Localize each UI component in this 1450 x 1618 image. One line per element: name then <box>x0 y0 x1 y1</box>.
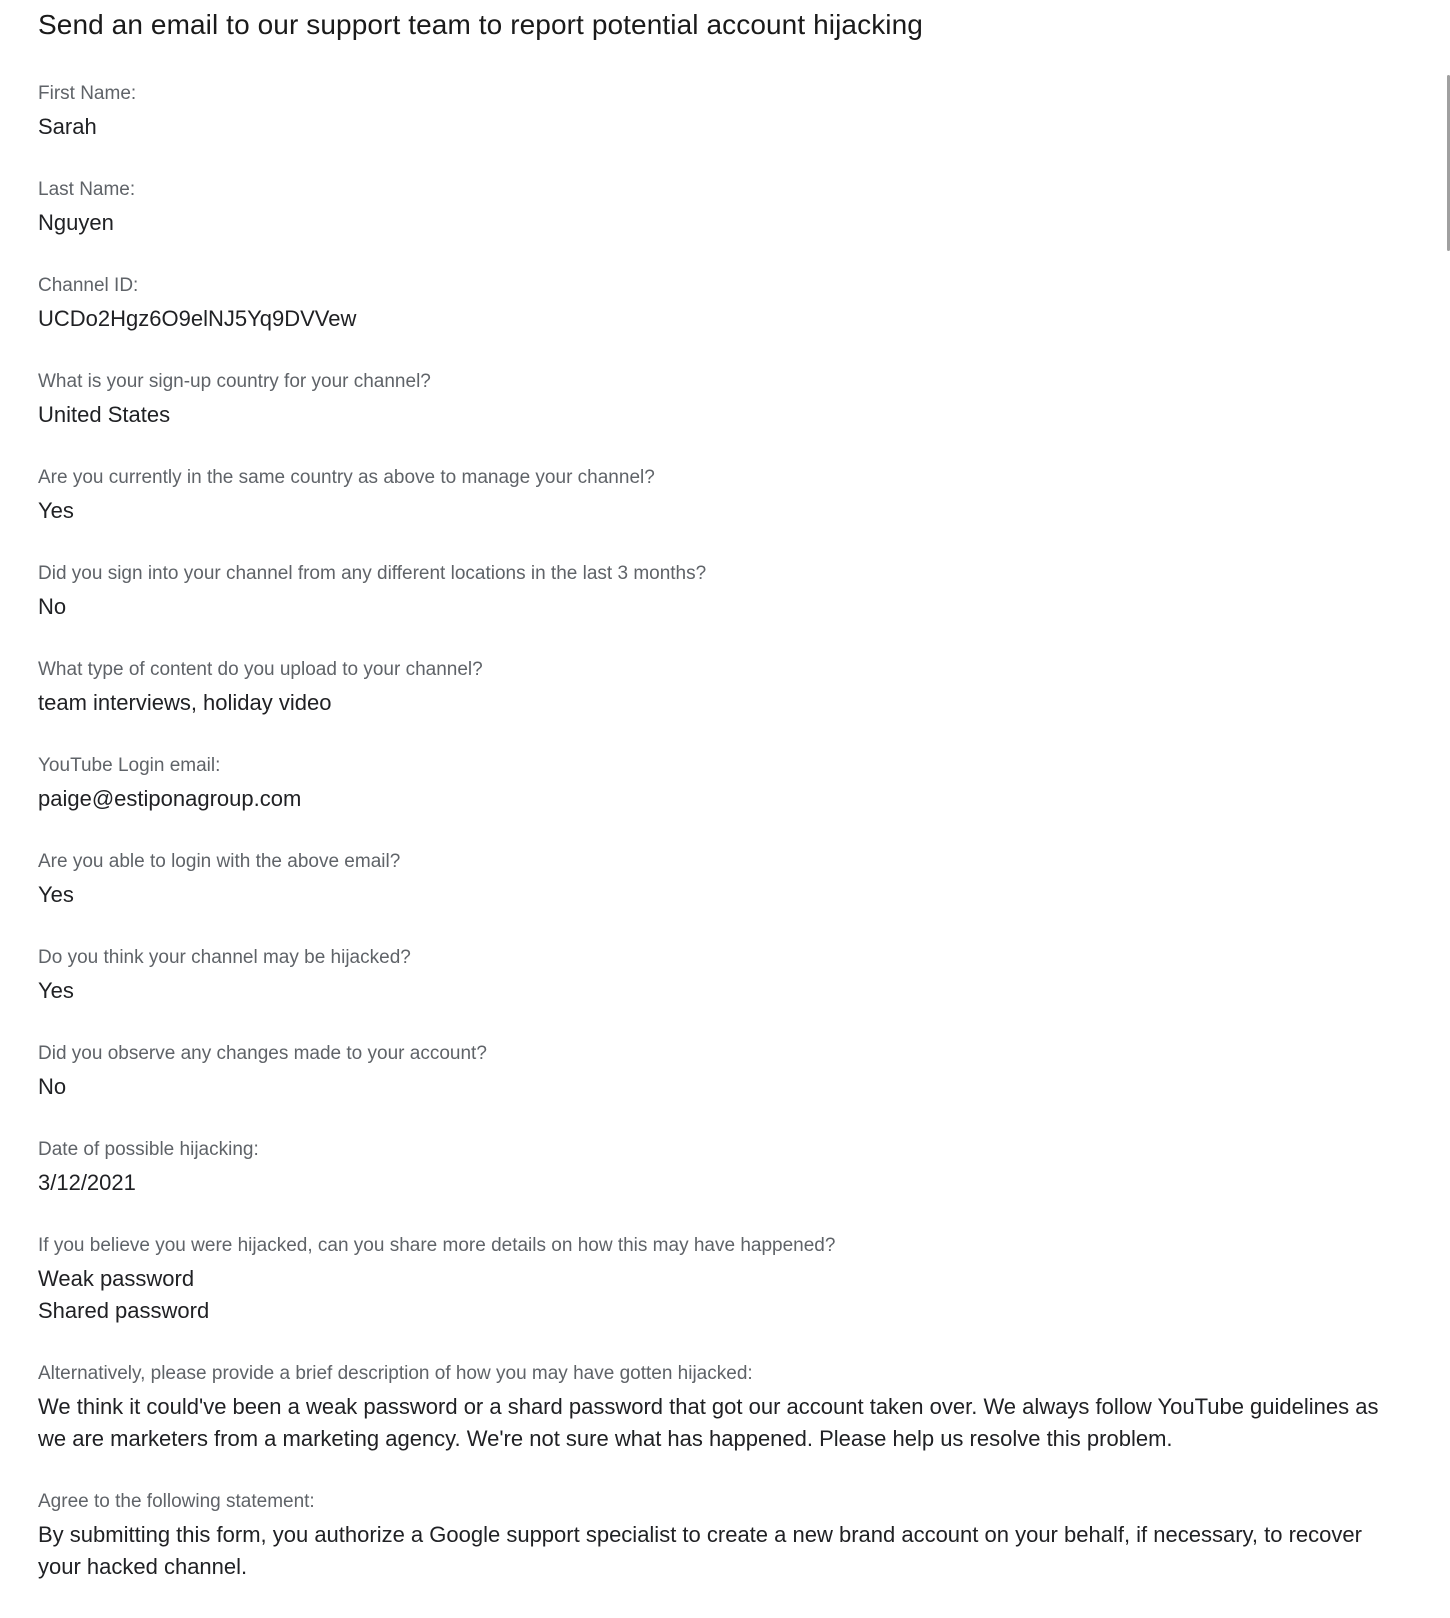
field-value: 3/12/2021 <box>38 1170 136 1195</box>
field-value: Yes <box>38 498 74 523</box>
field-channel-id <box>38 274 1408 335</box>
email-form-summary <box>38 0 1408 1618</box>
field-label: Did you observe any changes made to your account? <box>38 1043 487 1064</box>
field-value: We think it could've been a weak password or a shard password that got our account taken over. We always follow YouTube guidelines as we are marketers from a marketing agency. We're not sure what has happened. Please help us resolve this problem. <box>38 1394 1379 1451</box>
field-able-to-login <box>38 850 1408 911</box>
field-label: Agree to the following statement: <box>38 1491 315 1512</box>
field-label: Last Name: <box>38 179 136 200</box>
field-label: Did you sign into your channel from any different locations in the last 3 months? <box>38 563 707 584</box>
field-content-type <box>38 658 1408 719</box>
field-value: Yes <box>38 978 74 1003</box>
field-observed-changes <box>38 1042 1408 1103</box>
field-value <box>38 1263 1408 1327</box>
field-label: Do you think your channel may be hijacked? <box>38 947 411 968</box>
field-label: Channel ID: <box>38 275 139 296</box>
field-hijack-details <box>38 1234 1408 1327</box>
field-label: Alternatively, please provide a brief description of how you may have gotten hijacked: <box>38 1363 753 1384</box>
field-login-email <box>38 754 1408 815</box>
field-label: Are you currently in the same country as above to manage your channel? <box>38 467 655 488</box>
field-value: paige@estiponagroup.com <box>38 786 302 811</box>
field-signup-country <box>38 370 1408 431</box>
field-agree-statement <box>38 1490 1408 1583</box>
field-first-name <box>38 82 1408 143</box>
field-value: team interviews, holiday video <box>38 690 332 715</box>
field-value: Yes <box>38 882 74 907</box>
page-title: Send an email to our support team to report potential account hijacking <box>38 9 923 40</box>
field-label: What type of content do you upload to your channel? <box>38 659 483 680</box>
field-hijack-description <box>38 1362 1408 1455</box>
field-value: Nguyen <box>38 210 114 235</box>
field-label: If you believe you were hijacked, can you share more details on how this may have happened? <box>38 1235 836 1256</box>
field-label: What is your sign-up country for your channel? <box>38 371 431 392</box>
field-value-line: Shared password <box>38 1298 210 1323</box>
field-label: Are you able to login with the above email? <box>38 851 401 872</box>
field-different-locations <box>38 562 1408 623</box>
field-label: YouTube Login email: <box>38 755 221 776</box>
field-last-name <box>38 178 1408 239</box>
field-value: By submitting this form, you authorize a Google support specialist to create a new brand account on your behalf, if necessary, to recover your hacked channel. <box>38 1522 1362 1579</box>
field-value: Sarah <box>38 114 97 139</box>
field-value: United States <box>38 402 171 427</box>
field-same-country <box>38 466 1408 527</box>
field-value: UCDo2Hgz6O9elNJ5Yq9DVVew <box>38 306 357 331</box>
field-value: No <box>38 594 67 619</box>
field-hijack-date <box>38 1138 1408 1199</box>
field-label: First Name: <box>38 83 137 104</box>
field-value: No <box>38 1074 67 1099</box>
field-value-line: Weak password <box>38 1266 195 1291</box>
field-label: Date of possible hijacking: <box>38 1139 259 1160</box>
form-fields <box>38 82 1408 1583</box>
field-hijacked <box>38 946 1408 1007</box>
